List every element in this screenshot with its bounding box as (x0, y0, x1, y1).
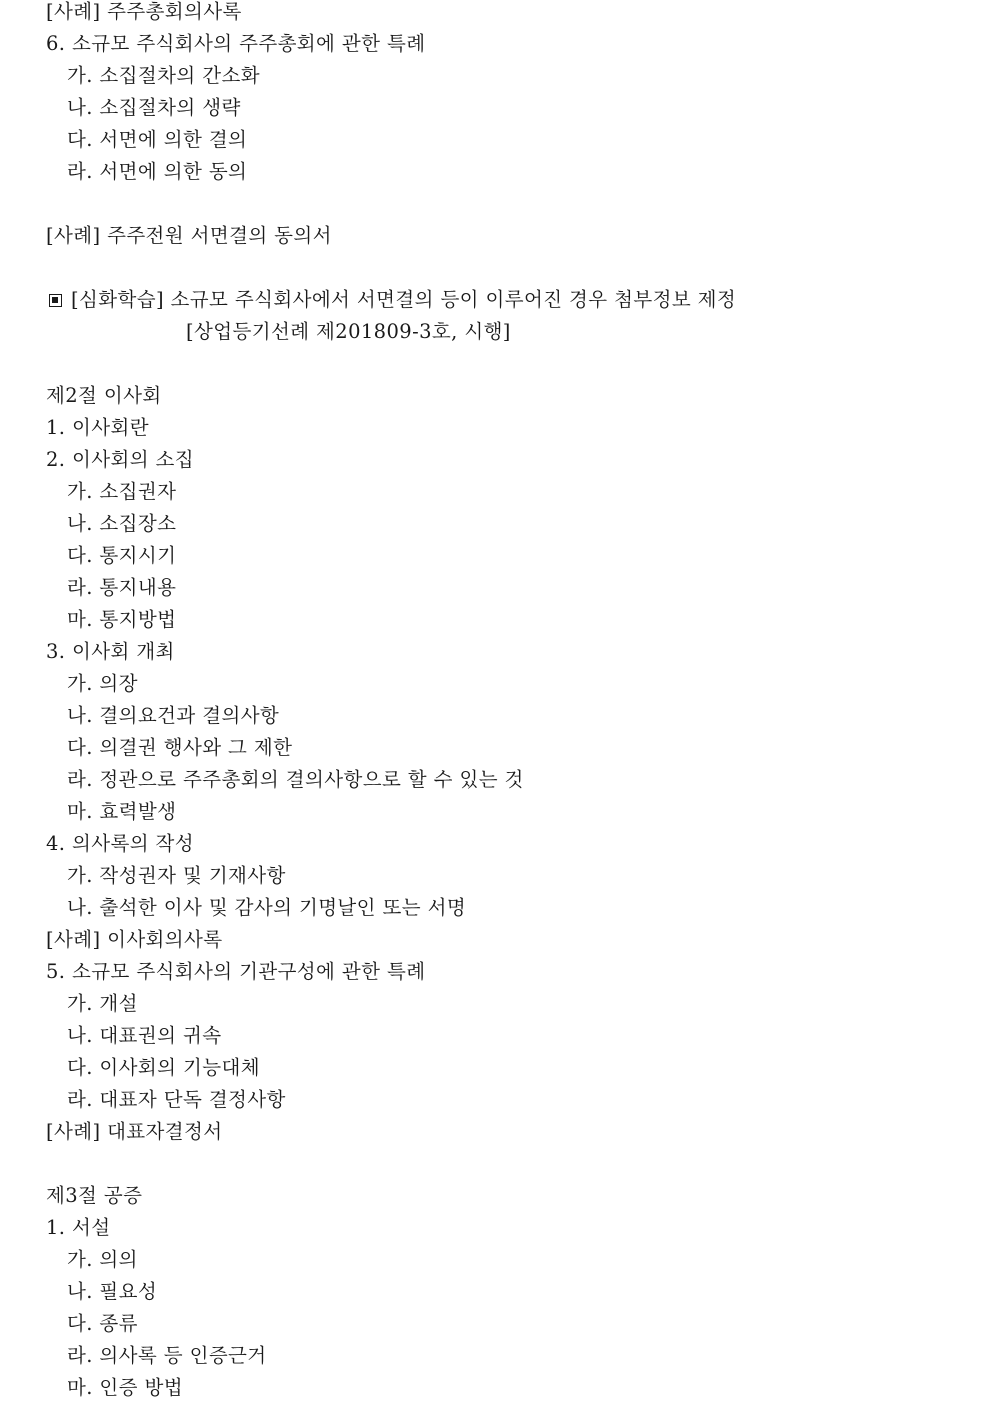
advanced-study-note (46, 284, 736, 316)
example-heading: [사례] 주주전원 서면결의 동의서 (46, 224, 332, 247)
subsection-item: 마. 통지방법 (67, 608, 177, 631)
section-item-heading: 3. 이사회 개최 (46, 640, 175, 663)
example-heading: [사례] 주주총회의사록 (46, 0, 242, 23)
square-in-square-icon (49, 294, 62, 307)
subsection-item: 가. 소집권자 (67, 480, 177, 503)
example-heading: [사례] 대표자결정서 (46, 1120, 223, 1143)
subsection-item: 다. 서면에 의한 결의 (67, 128, 248, 151)
subsection-item: 가. 소집절차의 간소화 (67, 64, 260, 87)
chapter-section-title: 제2절 이사회 (46, 384, 162, 407)
subsection-item: 라. 서면에 의한 동의 (67, 160, 248, 183)
subsection-item: 다. 이사회의 기능대체 (67, 1056, 260, 1079)
subsection-item: 마. 인증 방법 (67, 1376, 183, 1399)
section-item-heading: 5. 소규모 주식회사의 기관구성에 관한 특례 (46, 960, 426, 983)
subsection-item: 나. 필요성 (67, 1280, 158, 1303)
subsection-item: 라. 대표자 단독 결정사항 (67, 1088, 286, 1111)
subsection-item: 나. 소집장소 (67, 512, 177, 535)
advanced-study-text: [심화학습] 소규모 주식회사에서 서면결의 등이 이루어진 경우 첨부정보 제정 (71, 288, 737, 311)
section-item-heading: 2. 이사회의 소집 (46, 448, 195, 471)
chapter-section-title: 제3절 공증 (46, 1184, 143, 1207)
subsection-item: 나. 대표권의 귀속 (67, 1024, 222, 1047)
subsection-item: 마. 효력발생 (67, 800, 177, 823)
subsection-item: 라. 정관으로 주주총회의 결의사항으로 할 수 있는 것 (67, 768, 524, 791)
subsection-item: 라. 통지내용 (67, 576, 177, 599)
subsection-item: 가. 의장 (67, 672, 138, 695)
subsection-item: 라. 의사록 등 인증근거 (67, 1344, 267, 1367)
section-item-heading: 4. 의사록의 작성 (46, 832, 195, 855)
subsection-item: 가. 의의 (67, 1248, 138, 1271)
subsection-item: 나. 소집절차의 생략 (67, 96, 241, 119)
subsection-item: 가. 작성권자 및 기재사항 (67, 864, 286, 887)
section-item-heading: 1. 서설 (46, 1216, 111, 1239)
subsection-item: 다. 통지시기 (67, 544, 177, 567)
subsection-item: 나. 출석한 이사 및 감사의 기명날인 또는 서명 (67, 896, 467, 919)
subsection-item: 다. 의결권 행사와 그 제한 (67, 736, 293, 759)
example-heading: [사례] 이사회의사록 (46, 928, 223, 951)
section-item-heading: 1. 이사회란 (46, 416, 149, 439)
precedent-reference: [상업등기선례 제201809-3호, 시행] (186, 320, 511, 343)
subsection-item: 가. 개설 (67, 992, 138, 1015)
section-item-heading: 6. 소규모 주식회사의 주주총회에 관한 특례 (46, 32, 426, 55)
subsection-item: 다. 종류 (67, 1312, 138, 1335)
subsection-item: 나. 결의요건과 결의사항 (67, 704, 280, 727)
